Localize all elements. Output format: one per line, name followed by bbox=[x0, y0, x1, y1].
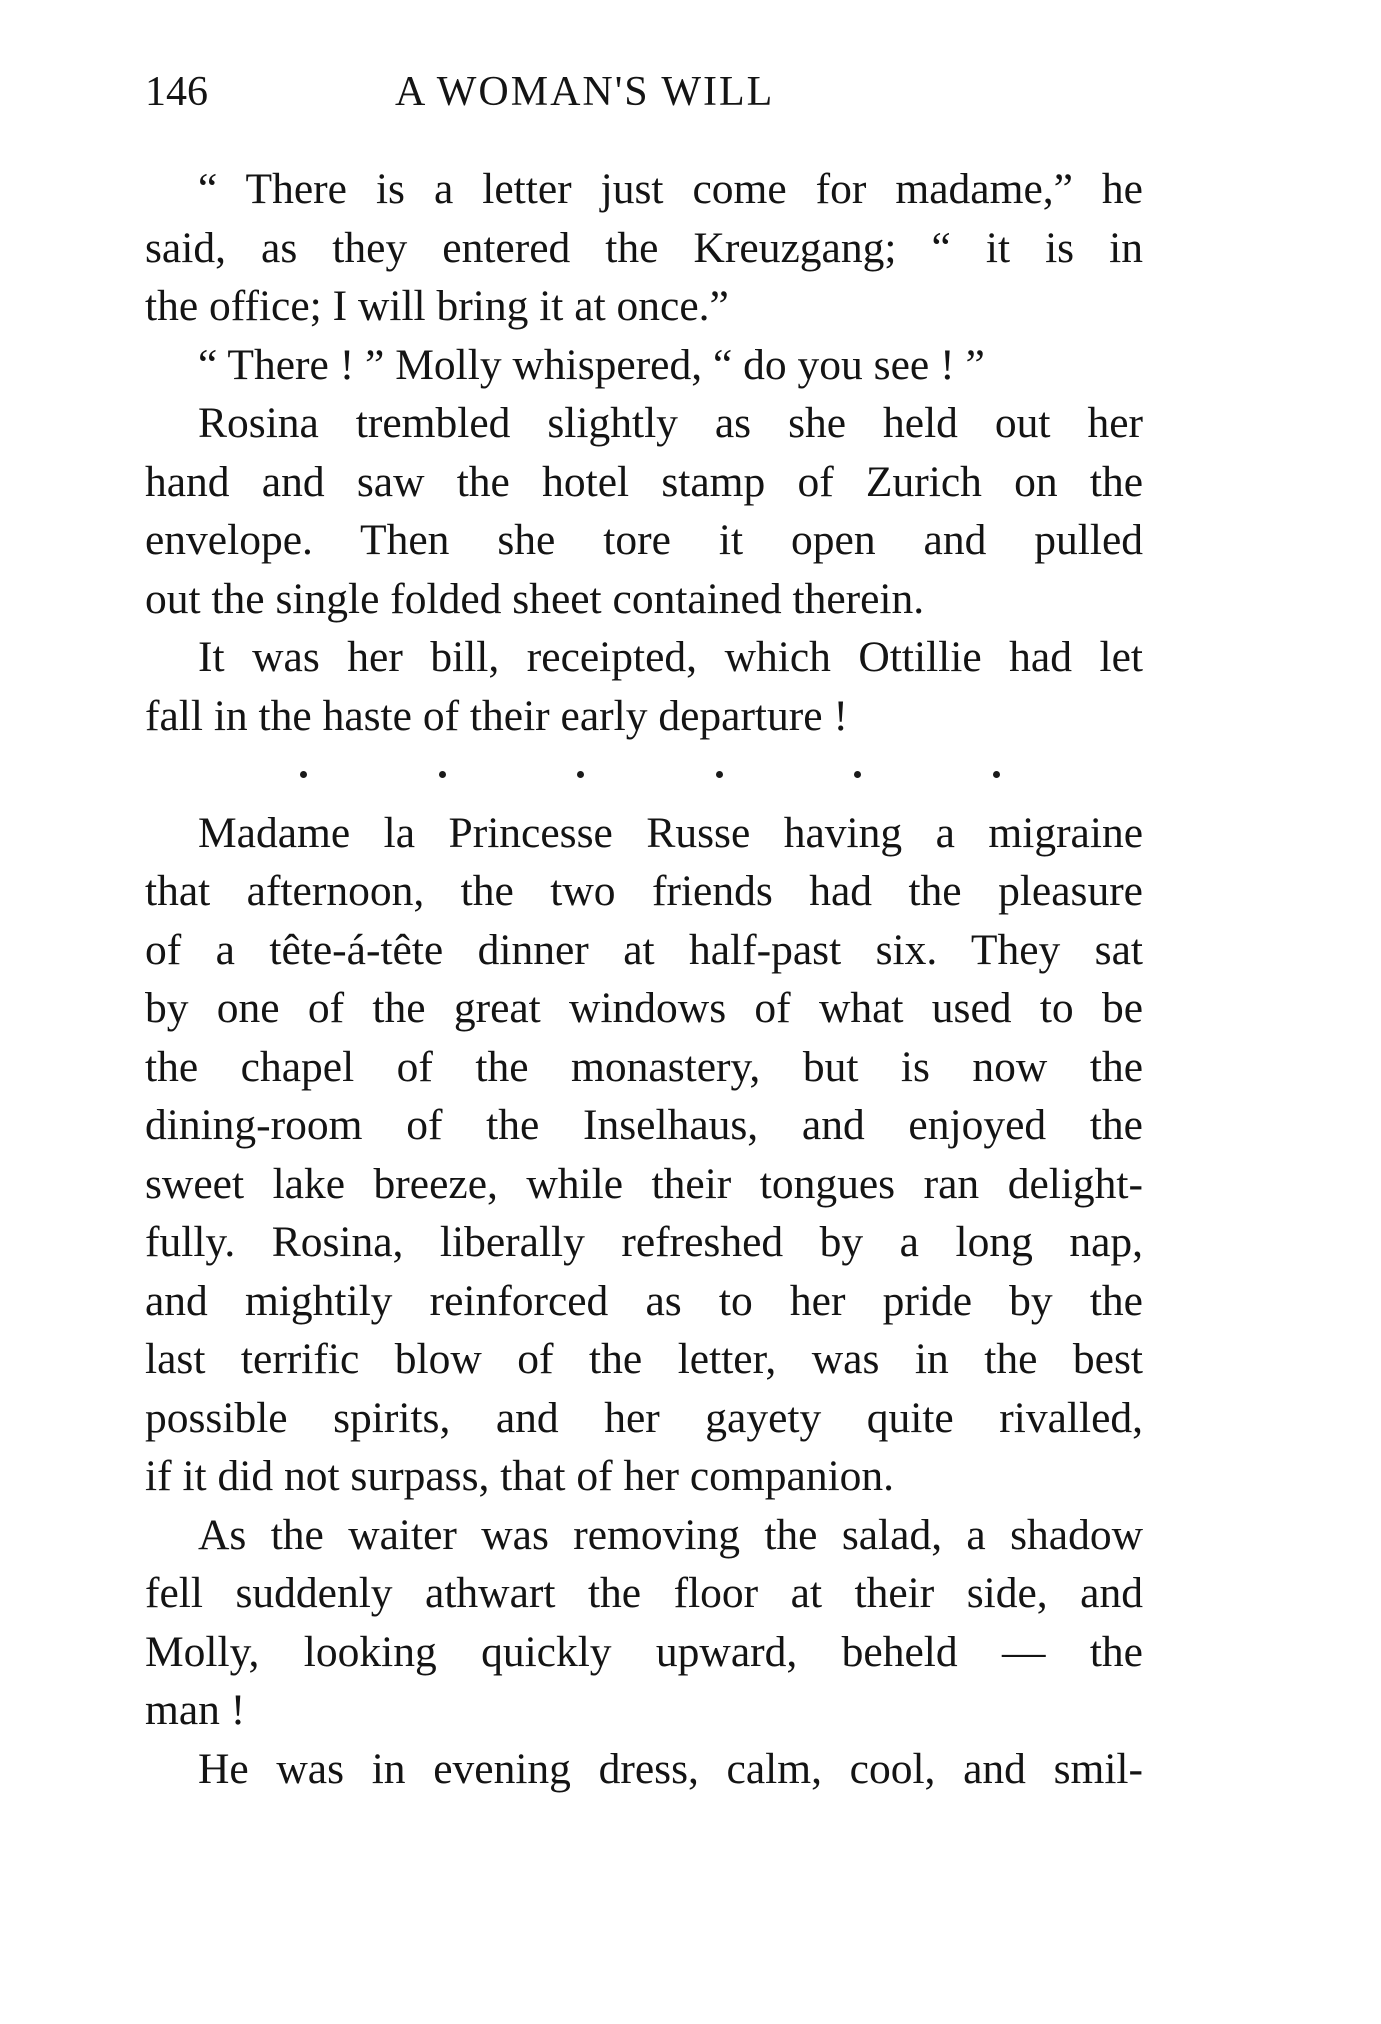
text-line: the chapel of the monastery, but is now the bbox=[145, 1042, 1143, 1091]
page-number: 146 bbox=[145, 69, 208, 115]
text-line: possible spirits, and her gayety quite rivalled, bbox=[145, 1393, 1143, 1442]
dot bbox=[577, 771, 584, 778]
text-line: dining-room of the Inselhaus, and enjoyed the bbox=[145, 1101, 1143, 1149]
paragraph bbox=[145, 1506, 1143, 1740]
text-line: said, as they entered the Kreuzgang; “ it is in bbox=[145, 223, 1143, 272]
text-line: It was her bill, receipted, which Ottillie had let bbox=[198, 633, 1143, 681]
dot bbox=[439, 771, 446, 778]
dot bbox=[854, 771, 861, 778]
text-line: “ There ! ” Molly whispered, “ do you see ! ” bbox=[198, 340, 985, 389]
body-text bbox=[145, 160, 1143, 1798]
text-line: fall in the haste of their early departure ! bbox=[145, 691, 848, 740]
text-line: hand and saw the hotel stamp of Zurich on the bbox=[145, 457, 1143, 506]
paragraph bbox=[145, 804, 1143, 1506]
text-line: the office; I will bring it at once.” bbox=[145, 282, 729, 330]
dot bbox=[300, 771, 307, 778]
text-line: that afternoon, the two friends had the pleasure bbox=[145, 867, 1143, 915]
text-line: if it did not surpass, that of her companion. bbox=[145, 1452, 895, 1500]
text-line: Madame la Princesse Russe having a migraine bbox=[198, 808, 1143, 857]
text-line: As the waiter was removing the salad, a shadow bbox=[198, 1510, 1143, 1559]
text-line: and mightily reinforced as to her pride by the bbox=[145, 1276, 1143, 1325]
dot bbox=[993, 771, 1000, 778]
text-line: He was in evening dress, calm, cool, and smil- bbox=[198, 1744, 1143, 1793]
text-line: man ! bbox=[145, 1686, 246, 1734]
text-line: of a tête-á-tête dinner at half-past six. They sat bbox=[145, 925, 1143, 974]
paragraph bbox=[145, 336, 1143, 395]
text-line: out the single folded sheet contained therein. bbox=[145, 574, 925, 623]
dot bbox=[716, 771, 723, 778]
text-line: last terrific blow of the letter, was in the best bbox=[145, 1335, 1143, 1383]
text-line: “ There is a letter just come for madame,” he bbox=[198, 165, 1143, 213]
text-line: Molly, looking quickly upward, beheld — the bbox=[145, 1627, 1143, 1676]
section-break-dots bbox=[300, 745, 1000, 804]
running-title: A WOMAN'S WILL bbox=[395, 69, 775, 115]
paragraph bbox=[145, 160, 1143, 336]
text-line: fell suddenly athwart the floor at their side, and bbox=[145, 1569, 1143, 1617]
paragraph bbox=[145, 1740, 1143, 1799]
text-line: fully. Rosina, liberally refreshed by a long nap, bbox=[145, 1218, 1143, 1266]
text-line: by one of the great windows of what used to be bbox=[145, 984, 1143, 1032]
text-line: Rosina trembled slightly as she held out her bbox=[198, 399, 1143, 447]
page-header bbox=[145, 62, 1145, 122]
text-line: sweet lake breeze, while their tongues ran delight- bbox=[145, 1159, 1143, 1208]
paragraph bbox=[145, 394, 1143, 628]
paragraph bbox=[145, 628, 1143, 745]
text-line: envelope. Then she tore it open and pulled bbox=[145, 516, 1143, 564]
